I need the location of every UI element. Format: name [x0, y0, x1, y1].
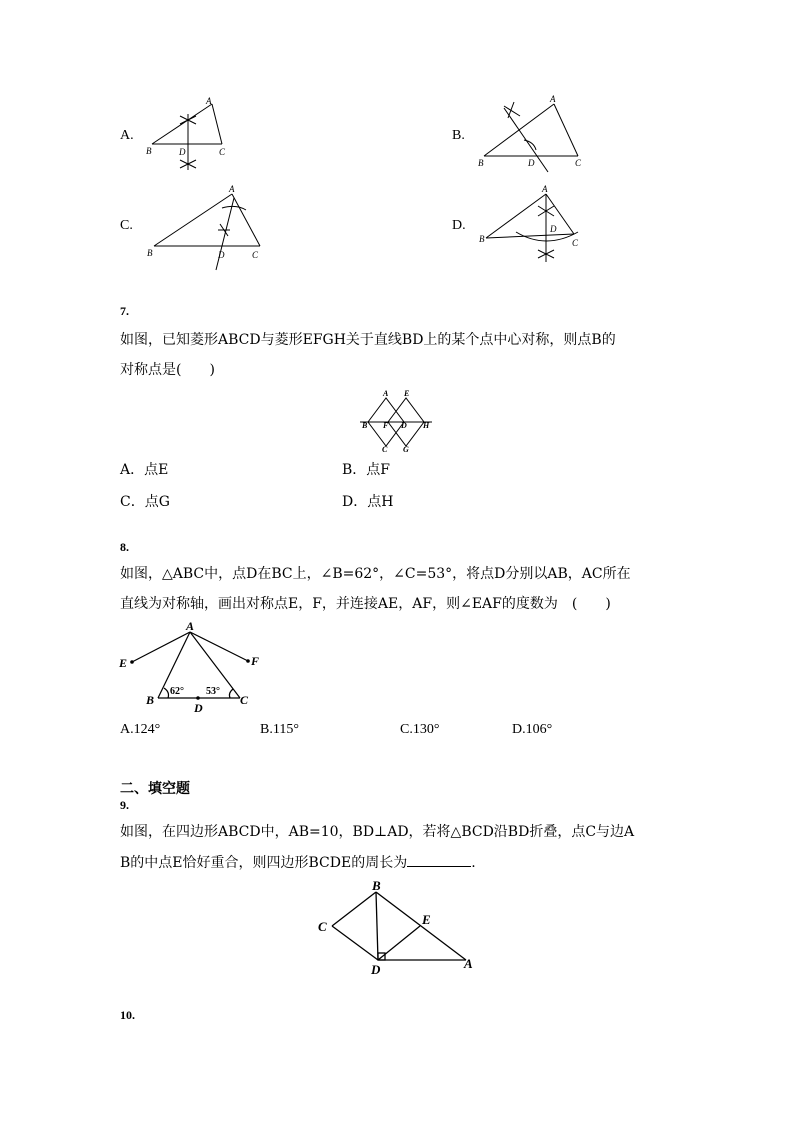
q9-text-line1: 如图，在四边形ABCD中，AB=10，BD⊥AD，若将△BCD沿BD折叠，点C与边A	[120, 824, 635, 840]
q6a-label-a: A	[206, 96, 212, 106]
section-title-fill-in: 二、填空题	[120, 781, 190, 797]
q8-label-c: C	[240, 693, 249, 707]
q6a-label-d: D	[179, 147, 186, 157]
q6b-label-c: C	[575, 158, 582, 168]
q7-label-h: H	[423, 421, 430, 430]
q7-text-line2: 对称点是( )	[120, 362, 215, 378]
q9-label-e: E	[422, 912, 431, 927]
q7-label-c: C	[382, 445, 388, 454]
q7-option-a: A．点E	[120, 462, 169, 478]
q8-number: 8.	[120, 540, 129, 554]
q8-text-line2: 直线为对称轴，画出对称点E，F，并连接AE，AF，则∠EAF的度数为 ( )	[120, 596, 611, 612]
q6-option-b-figure	[474, 92, 594, 174]
q6-option-b-label: B.	[452, 128, 465, 143]
q8-label-e: E	[119, 656, 128, 670]
q6a-label-b: B	[146, 146, 152, 156]
q8-angle-c: 53°	[206, 686, 220, 697]
q8-option-c: C.130°	[400, 722, 440, 737]
q8-angle-b: 62°	[170, 686, 184, 697]
q6c-label-c: C	[252, 250, 259, 260]
q8-option-a: A.124°	[120, 722, 161, 737]
q7-label-f: F	[383, 421, 389, 430]
q6-option-d-figure	[474, 180, 594, 266]
q9-text-line2-a: B的中点E恰好重合，则四边形BCDE的周长为	[120, 855, 408, 871]
q6d-label-c: C	[572, 238, 579, 248]
q7-option-c: C．点G	[120, 494, 170, 510]
q6d-label-b: B	[479, 234, 485, 244]
q6-option-c-figure	[142, 180, 272, 272]
q8-label-a: A	[186, 620, 195, 633]
q6b-label-b: B	[478, 158, 484, 168]
q6b-label-a: A	[550, 94, 556, 104]
q9-answer-blank[interactable]	[407, 852, 471, 867]
q8-text-line1: 如图，△ABC中，点D在BC上，∠B=62°，∠C=53°，将点D分别以AB，AC所在	[120, 566, 631, 582]
q8-option-d: D.106°	[512, 722, 553, 737]
q6-option-d-label: D.	[452, 218, 466, 233]
q9-text-line2	[120, 852, 476, 873]
q6c-label-a: A	[229, 184, 235, 194]
q8-point-f	[246, 659, 250, 663]
q7-label-d: D	[401, 421, 407, 430]
q7-text-line1: 如图，已知菱形ABCD与菱形EFGH关于直线BD上的某个点中心对称，则点B的	[120, 332, 616, 348]
q7-label-e: E	[404, 389, 410, 398]
q9-label-a: A	[464, 956, 473, 971]
q9-label-b: B	[372, 878, 381, 893]
q7-number: 7.	[120, 304, 129, 318]
q8-point-e	[130, 660, 134, 664]
q6d-label-d: D	[550, 224, 557, 234]
q8-point-d	[196, 696, 200, 700]
q9-number: 9.	[120, 798, 129, 812]
q6b-label-d: D	[528, 158, 535, 168]
q7-label-a: A	[383, 389, 389, 398]
q6-option-a-figure	[140, 92, 250, 174]
q9-label-d: D	[371, 962, 381, 977]
q6-option-c-label: C.	[120, 218, 133, 233]
q10-number: 10.	[120, 1008, 135, 1022]
q6-option-a-label: A.	[120, 128, 134, 143]
q7-option-d: D．点H	[342, 494, 394, 510]
q8-option-b: B.115°	[260, 722, 299, 737]
q9-figure	[316, 878, 482, 978]
q7-label-g: G	[403, 445, 409, 454]
q8-label-f: F	[251, 654, 260, 668]
q8-label-d: D	[194, 701, 203, 714]
q9-text-line2-b: .	[471, 855, 476, 871]
q8-label-b: B	[146, 693, 155, 707]
q6d-label-a: A	[542, 184, 548, 194]
q6c-label-b: B	[147, 248, 153, 258]
q9-label-c: C	[318, 919, 327, 934]
q7-option-b: B．点F	[342, 462, 391, 478]
q8-figure	[116, 620, 276, 714]
q7-figure	[356, 388, 436, 454]
q6c-label-d: D	[218, 250, 225, 260]
q7-label-b: B	[362, 421, 368, 430]
q6a-label-c: C	[219, 147, 226, 157]
